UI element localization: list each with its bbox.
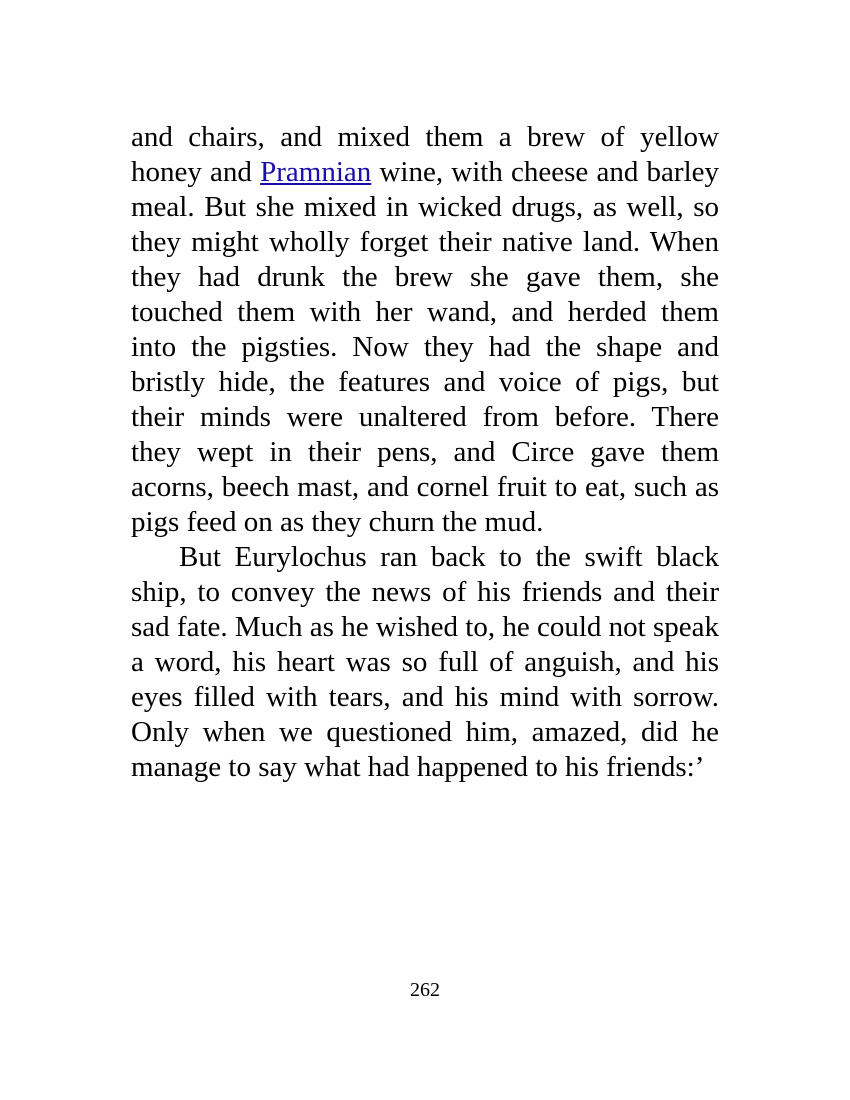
paragraph-1 — [131, 120, 719, 540]
body-text — [131, 120, 719, 785]
page-number: 262 — [410, 979, 440, 1001]
paragraph-2: But Eurylochus ran back to the swift black ship, to convey the news of his friends and their sad fate. Much as he wished to, he could not speak a word, his heart was so full of anguish, and his eyes filled with tears, and his mind with sorrow. Only when we questioned him, amazed, did he manage to say what had happened to his friends:’ — [131, 541, 719, 783]
paragraph-1-text-end: wine, with cheese and barley meal. But she mixed in wicked drugs, as well, so they might wholly forget their native land. When they had drunk the brew she gave them, she touched them with her wand, and herded them into the pigsties. Now they had the shape and bristly hide, the features and voice of pigs, but their minds were unaltered from before. There they wept in their pens, and Circe gave them acorns, beech mast, and cornel fruit to eat, such as pigs feed on as they churn the mud. — [131, 156, 719, 538]
pramnian-link[interactable]: Pramnian — [260, 156, 372, 188]
paragraph-1-text-start: and chairs, and mixed them a brew of yellow honey and — [131, 121, 719, 188]
